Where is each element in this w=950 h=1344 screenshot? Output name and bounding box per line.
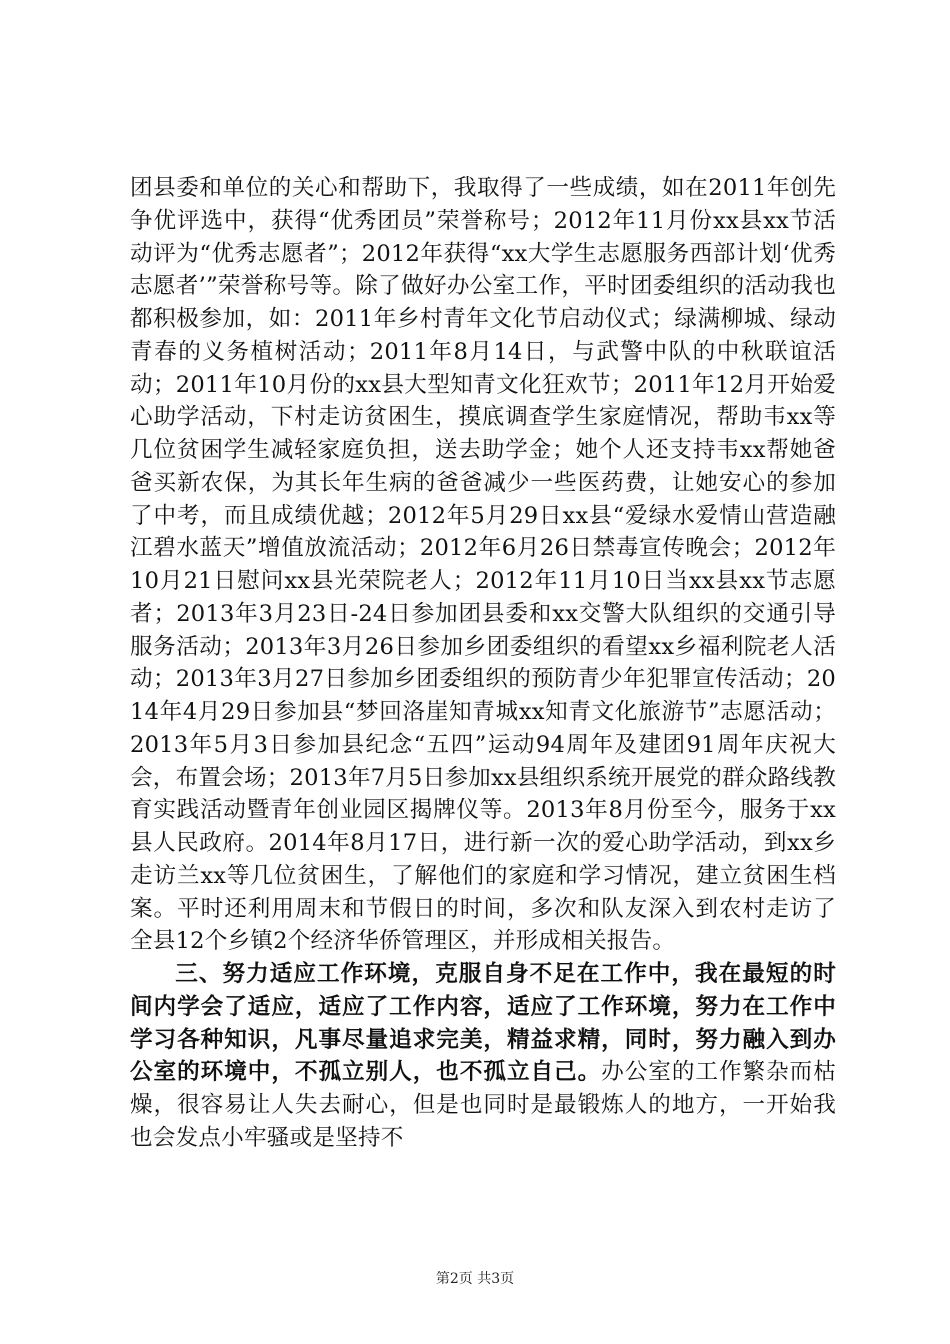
body-text-office-work: 办公室的工作繁杂而枯燥，很容易让人失去耐心，但是也同时是最锻炼人的地方，一开始我也会发点小牢骚或是坚持不 xyxy=(130,1059,837,1151)
page-number-label: 第2页 共3页 xyxy=(435,1271,515,1287)
body-paragraph-adaptation xyxy=(130,958,836,1155)
body-paragraph-activities: 团县委和单位的关心和帮助下，我取得了一些成绩，如在2011年创先争优评选中，获得“优秀团员”荣誉称号；2012年11月份xx县xx节活动评为“优秀志愿者”；2012年获得“xx大学生志愿服务西部计划‘优秀志愿者’”荣誉称号等。除了做好办公室工作，平时团委组织的活动我也都积极参加，如：2011年乡村青年文化节启动仪式；绿满柳城、绿动青春的义务植树活动；2011年8月14日，与武警中队的中秋联谊活动；2011年10月份的xx县大型知青文化狂欢节；2011年12月开始爱心助学活动，下村走访贫困生，摸底调查学生家庭情况，帮助韦xx等几位贫困学生减轻家庭负担，送去助学金；她个人还支持韦xx帮她爸爸买新农保，为其长年生病的爸爸减少一些医药费，让她安心的参加了中考，而且成绩优越；2012年5月29日xx县“爱绿水爱情山营造融江碧水蓝天”增值放流活动；2012年6月26日禁毒宣传晚会；2012年10月21日慰问xx县光荣院老人；2012年11月10日当xx县xx节志愿者；2013年3月23日-24日参加团县委和xx交警大队组织的交通引导服务活动；2013年3月26日参加乡团委组织的看望xx乡福利院老人活动；2013年3月27日参加乡团委组织的预防青少年犯罪宣传活动；2014年4月29日参加县“梦回洛崖知青城xx知青文化旅游节”志愿活动；2013年5月3日参加县纪念“五四”运动94周年及建团91周年庆祝大会，布置会场；2013年7月5日参加xx县组织系统开展党的群众路线教育实践活动暨青年创业园区揭牌仪等。2013年8月份至今，服务于xx县人民政府。2014年8月17日，进行新一次的爱心助学活动，到xx乡走访兰xx等几位贫困生，了解他们的家庭和学习情况，建立贫困生档案。平时还利用周末和节假日的时间，多次和队友深入到农村走访了全县12个乡镇2个经济华侨管理区，并形成相关报告。 xyxy=(130,175,836,955)
section-heading-adaptation: 三、努力适应工作环境，克服自身不足在工作中，我在最短的时间内学会了适应，适应了工作内容，适应了工作环境，努力在工作中学习各种知识，凡事尽量追求完美，精益求精，同时，努力融入到办公室的环境中，不孤立别人，也不孤立自己。 xyxy=(130,961,836,1086)
page-footer xyxy=(0,1268,950,1288)
document-body xyxy=(130,172,836,1155)
